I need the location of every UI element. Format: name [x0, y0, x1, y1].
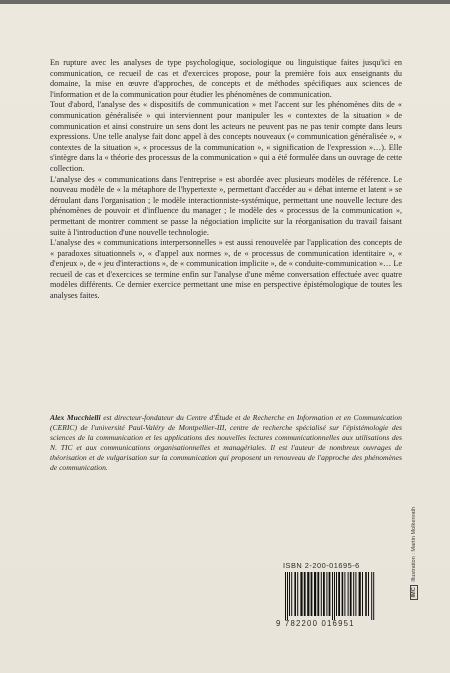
- barcode-bar: [353, 572, 354, 616]
- barcode-bar: [332, 572, 333, 620]
- barcode-bar: [371, 572, 372, 620]
- author-bio-text: est directeur-fondateur du Centre d'Étude et de Recherche en Information et en Communication (CERIC) de l'université Paul-Valéry de Montpellier-III, centre de recherche spécialisé sur l'épistémologie des sciences de la communication et les applications des nouvelles lectures communicationnelles aux utilisations des N. TIC et aux communications organisationnelles et managériales. Il est l'auteur de nombreux ouvrages de théorisation et de vulgarisation sur la communication qui proposent un renouveau de l'approche des phénomènes de communication.: [50, 413, 402, 472]
- paragraph-interpersonnelles: L'analyse des « communications interpersonnelles » est aussi renouvelée par l'application des concepts de « paradoxes situationnels », « d'appel aux normes », de « processus de communication identitaire », « d'enjeux », de « jeu d'interactions », de « communication implicite », de « conduite-communication »… Le recueil de cas et d'exercices se termine enfin sur l'analyse d'une même conversation effectuée avec quatre modèles différents. Ce dernier exercice permettant une mise en perspective épistémologique de toutes les analyses faites.: [50, 238, 402, 301]
- isbn-label: ISBN 2-200-01695-6: [283, 561, 360, 570]
- author-bio: [50, 413, 402, 473]
- barcode-bar: [362, 572, 363, 616]
- barcode-bar: [329, 572, 331, 616]
- paragraph-dispositifs: Tout d'abord, l'analyse des « dispositifs de communication » met l'accent sur les phénomènes dits de « communication généralisée » qui interviennent pour manipuler les « contextes de la situation » de communication et ainsi construire un sens dont les acteurs ne peuvent pas ne pas tenir compte dans leurs expressions. Une telle analyse fait donc appel à des concepts nouveaux (« communication généralisée », « contextes de la situation », « processus de la communication », « signification de l'expression »…). Elle s'intègre dans la « théorie des processus de la communication » qui a été formulée dans un ouvrage de cette collection.: [50, 100, 402, 173]
- barcode-bar: [285, 572, 286, 620]
- barcode-bar: [336, 572, 337, 616]
- barcode-bar: [297, 572, 298, 616]
- illustration-credit: [410, 507, 418, 600]
- paragraph-intro: En rupture avec les analyses de type psychologique, sociologique ou linguistique faites jusqu'ici en communication, ce recueil de cas et d'exercices propose, pour la première fois aux enseignants du domaine, la mise en œuvre d'approches, de concepts et de méthodes spécifiques aux sciences de l'information et de la communication pour étudier les phénomènes de communication.: [50, 58, 402, 99]
- barcode-bar: [355, 572, 356, 616]
- barcode-bar: [287, 572, 288, 620]
- paragraph-entreprise: L'analyse des « communications dans l'entreprise » est abordée avec plusieurs modèles de référence. Le nouveau modèle de « la métaphore de l'hypertexte », permettant d'accéder au « débat interne et latent » se déroulant dans l'organisation ; le modèle interactionniste-systémique, permettant une nouvelle lecture des phénomènes de pouvoir et d'influence du manager ; le modèle des « processus de la communication », permettant de montrer comment se passe la négociation implicite sur la réorganisation du travail faisant suite à l'introduction d'une nouvelle technologie.: [50, 174, 402, 237]
- barcode-bar: [300, 572, 302, 616]
- description-text: [50, 58, 402, 302]
- barcode-bar: [348, 572, 349, 616]
- credit-text: Illustration : Martin Molkenrath: [411, 506, 417, 582]
- barcode-bar: [326, 572, 327, 616]
- barcode-bar: [342, 572, 344, 616]
- barcode-bar: [304, 572, 306, 616]
- barcode-bar: [365, 572, 367, 616]
- publisher-logo: IMC: [410, 585, 418, 600]
- barcode-bar: [373, 572, 374, 620]
- barcode-bar: [321, 572, 322, 616]
- barcode-bar: [289, 572, 290, 616]
- barcode-bar: [311, 572, 313, 616]
- barcode-bar: [350, 572, 352, 616]
- barcode-bar: [291, 572, 292, 616]
- barcode-bar: [307, 572, 309, 616]
- barcode: [283, 572, 403, 620]
- barcode-bar: [344, 572, 345, 616]
- barcode-bar: [334, 572, 335, 620]
- barcode-bar: [294, 572, 296, 616]
- barcode-bar: [314, 572, 316, 616]
- barcode-bar: [338, 572, 340, 616]
- top-edge-band: [0, 0, 450, 4]
- barcode-digits: 9 782200 016951: [276, 619, 355, 628]
- barcode-bar: [323, 572, 325, 616]
- author-name: Alex Mucchielli: [50, 413, 101, 422]
- barcode-bar: [317, 572, 319, 616]
- barcode-bar: [368, 572, 369, 616]
- barcode-bar: [359, 572, 361, 616]
